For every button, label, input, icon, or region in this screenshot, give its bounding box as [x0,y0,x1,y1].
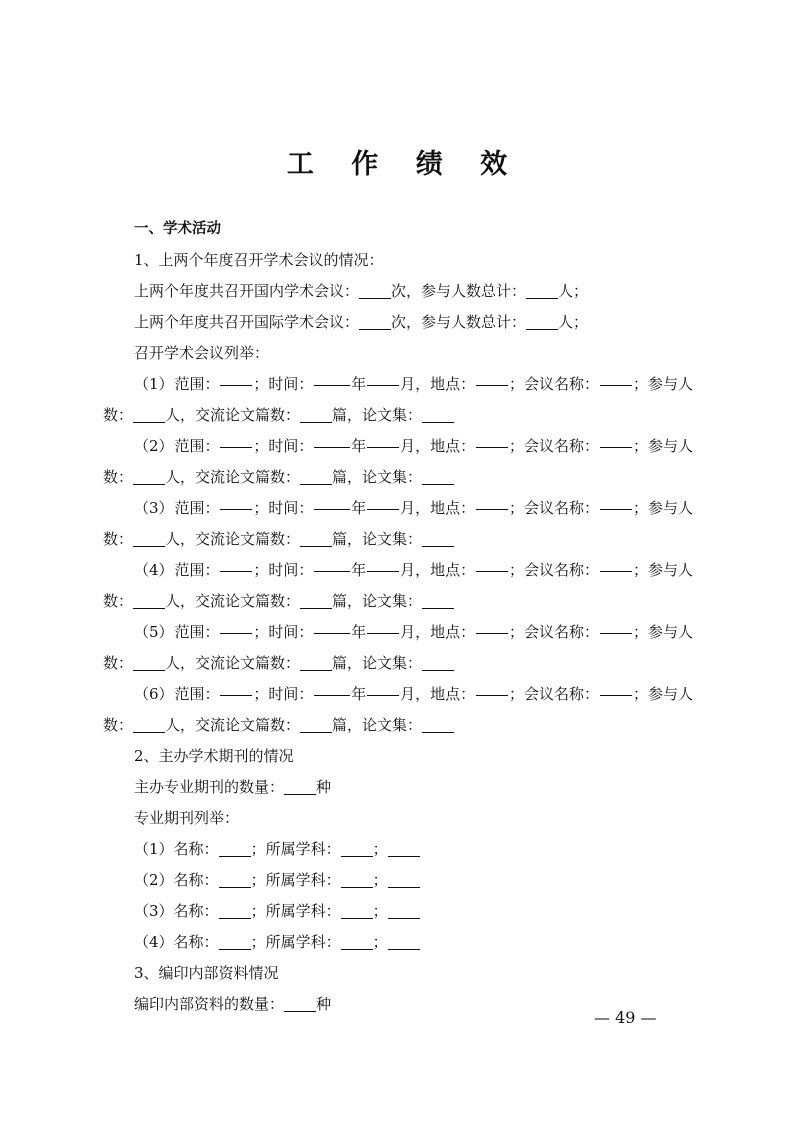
blank-field[interactable] [600,679,632,696]
blank-field[interactable] [600,369,632,386]
conference-entry-line1: （3） 范围： ；时间： 年 月，地点： ；会议名称： ；参与人 [103,493,693,524]
conference-entry-line2: 数： 人，交流论文篇数： 篇，论文集： [103,586,693,617]
blank-field[interactable] [367,431,399,448]
blank-field[interactable] [220,679,252,696]
section-heading: 一、学术活动 [134,221,221,237]
domestic-conference-line: 上两个年度共召开国内学术会议： 次，参与人数总计： 人； [134,282,589,300]
journal-entry: （3）名称： ；所属学科： ； [103,896,693,927]
blank-field[interactable] [476,369,508,386]
blank-field[interactable] [133,716,165,733]
journal-heading: 2、主办学术期刊的情况 [134,747,294,765]
blank-field[interactable] [600,493,632,510]
blank-field[interactable] [300,654,332,671]
blank-field[interactable] [300,592,332,609]
conference-list-heading: 召开学术会议列举： [134,344,270,362]
blank-field[interactable] [219,871,251,888]
blank-field[interactable] [341,871,373,888]
blank-field[interactable] [600,617,632,634]
blank-field[interactable] [300,468,332,485]
blank-field[interactable] [220,555,252,572]
conference-entry-line2: 数： 人，交流论文篇数： 篇，论文集： [103,400,693,431]
blank-field[interactable] [219,840,251,857]
blank-field[interactable] [422,654,454,671]
blank-field[interactable] [300,530,332,547]
conference-entry-line2: 数： 人，交流论文篇数： 篇，论文集： [103,462,693,493]
blank-field[interactable] [476,493,508,510]
conference-entry-line2: 数： 人，交流论文篇数： 篇，论文集： [103,648,693,679]
blank-field[interactable] [388,902,420,919]
blank-field[interactable] [359,282,391,299]
page-title: 工 作 绩 效 [286,149,522,180]
journal-entries [103,834,693,958]
blank-field[interactable] [367,617,399,634]
blank-field[interactable] [220,493,252,510]
blank-field[interactable] [476,555,508,572]
conference-entries [103,369,693,741]
blank-field[interactable] [133,468,165,485]
blank-field[interactable] [422,592,454,609]
conference-entry-line2: 数： 人，交流论文篇数： 篇，论文集： [103,524,693,555]
blank-field[interactable] [367,493,399,510]
blank-field[interactable] [219,902,251,919]
blank-field[interactable] [388,933,420,950]
blank-field[interactable] [476,431,508,448]
conference-entry-line1: （1） 范围： ；时间： 年 月，地点： ；会议名称： ；参与人 [103,369,693,400]
conference-entry-line1: （4） 范围： ；时间： 年 月，地点： ；会议名称： ；参与人 [103,555,693,586]
conference-entry-line1: （5） 范围： ；时间： 年 月，地点： ；会议名称： ；参与人 [103,617,693,648]
blank-field[interactable] [133,530,165,547]
blank-field[interactable] [476,679,508,696]
internal-count-line: 编印内部资料的数量： 种 [134,995,332,1013]
blank-field[interactable] [388,871,420,888]
blank-field[interactable] [133,654,165,671]
conference-entry-line1: （2） 范围： ；时间： 年 月，地点： ；会议名称： ；参与人 [103,431,693,462]
international-conference-line: 上两个年度共召开国际学术会议： 次，参与人数总计： 人； [134,313,589,331]
blank-field[interactable] [341,902,373,919]
blank-field[interactable] [388,840,420,857]
blank-field[interactable] [220,617,252,634]
blank-field[interactable] [133,406,165,423]
blank-field[interactable] [422,468,454,485]
blank-field[interactable] [526,313,558,330]
blank-field[interactable] [526,282,558,299]
blank-field[interactable] [314,679,350,696]
journal-entry: （1）名称： ；所属学科： ； [103,834,693,865]
page-number: — 49 — [594,1008,657,1027]
conference-heading: 1、上两个年度召开学术会议的情况： [134,251,384,269]
blank-field[interactable] [314,369,350,386]
blank-field[interactable] [300,406,332,423]
blank-field[interactable] [600,431,632,448]
conference-entry-line1: （6） 范围： ；时间： 年 月，地点： ；会议名称： ；参与人 [103,679,693,710]
blank-field[interactable] [422,530,454,547]
blank-field[interactable] [359,313,391,330]
blank-field[interactable] [476,617,508,634]
conference-entry-line2: 数： 人，交流论文篇数： 篇，论文集： [103,710,693,741]
blank-field[interactable] [422,406,454,423]
blank-field[interactable] [600,555,632,572]
blank-field[interactable] [314,617,350,634]
internal-heading: 3、编印内部资料情况 [134,964,279,982]
blank-field[interactable] [220,431,252,448]
blank-field[interactable] [314,493,350,510]
blank-field[interactable] [219,933,251,950]
blank-field[interactable] [133,592,165,609]
blank-field[interactable] [284,778,316,795]
blank-field[interactable] [367,369,399,386]
blank-field[interactable] [341,933,373,950]
document-body [103,214,693,1020]
journal-count-line: 主办专业期刊的数量： 种 [134,778,332,796]
blank-field[interactable] [367,679,399,696]
journal-entry: （2）名称： ；所属学科： ； [103,865,693,896]
blank-field[interactable] [422,716,454,733]
journal-entry: （4）名称： ；所属学科： ； [103,927,693,958]
journal-list-heading: 专业期刊列举： [134,809,240,827]
blank-field[interactable] [367,555,399,572]
blank-field[interactable] [314,431,350,448]
blank-field[interactable] [284,995,316,1012]
blank-field[interactable] [220,369,252,386]
blank-field[interactable] [314,555,350,572]
blank-field[interactable] [341,840,373,857]
blank-field[interactable] [300,716,332,733]
